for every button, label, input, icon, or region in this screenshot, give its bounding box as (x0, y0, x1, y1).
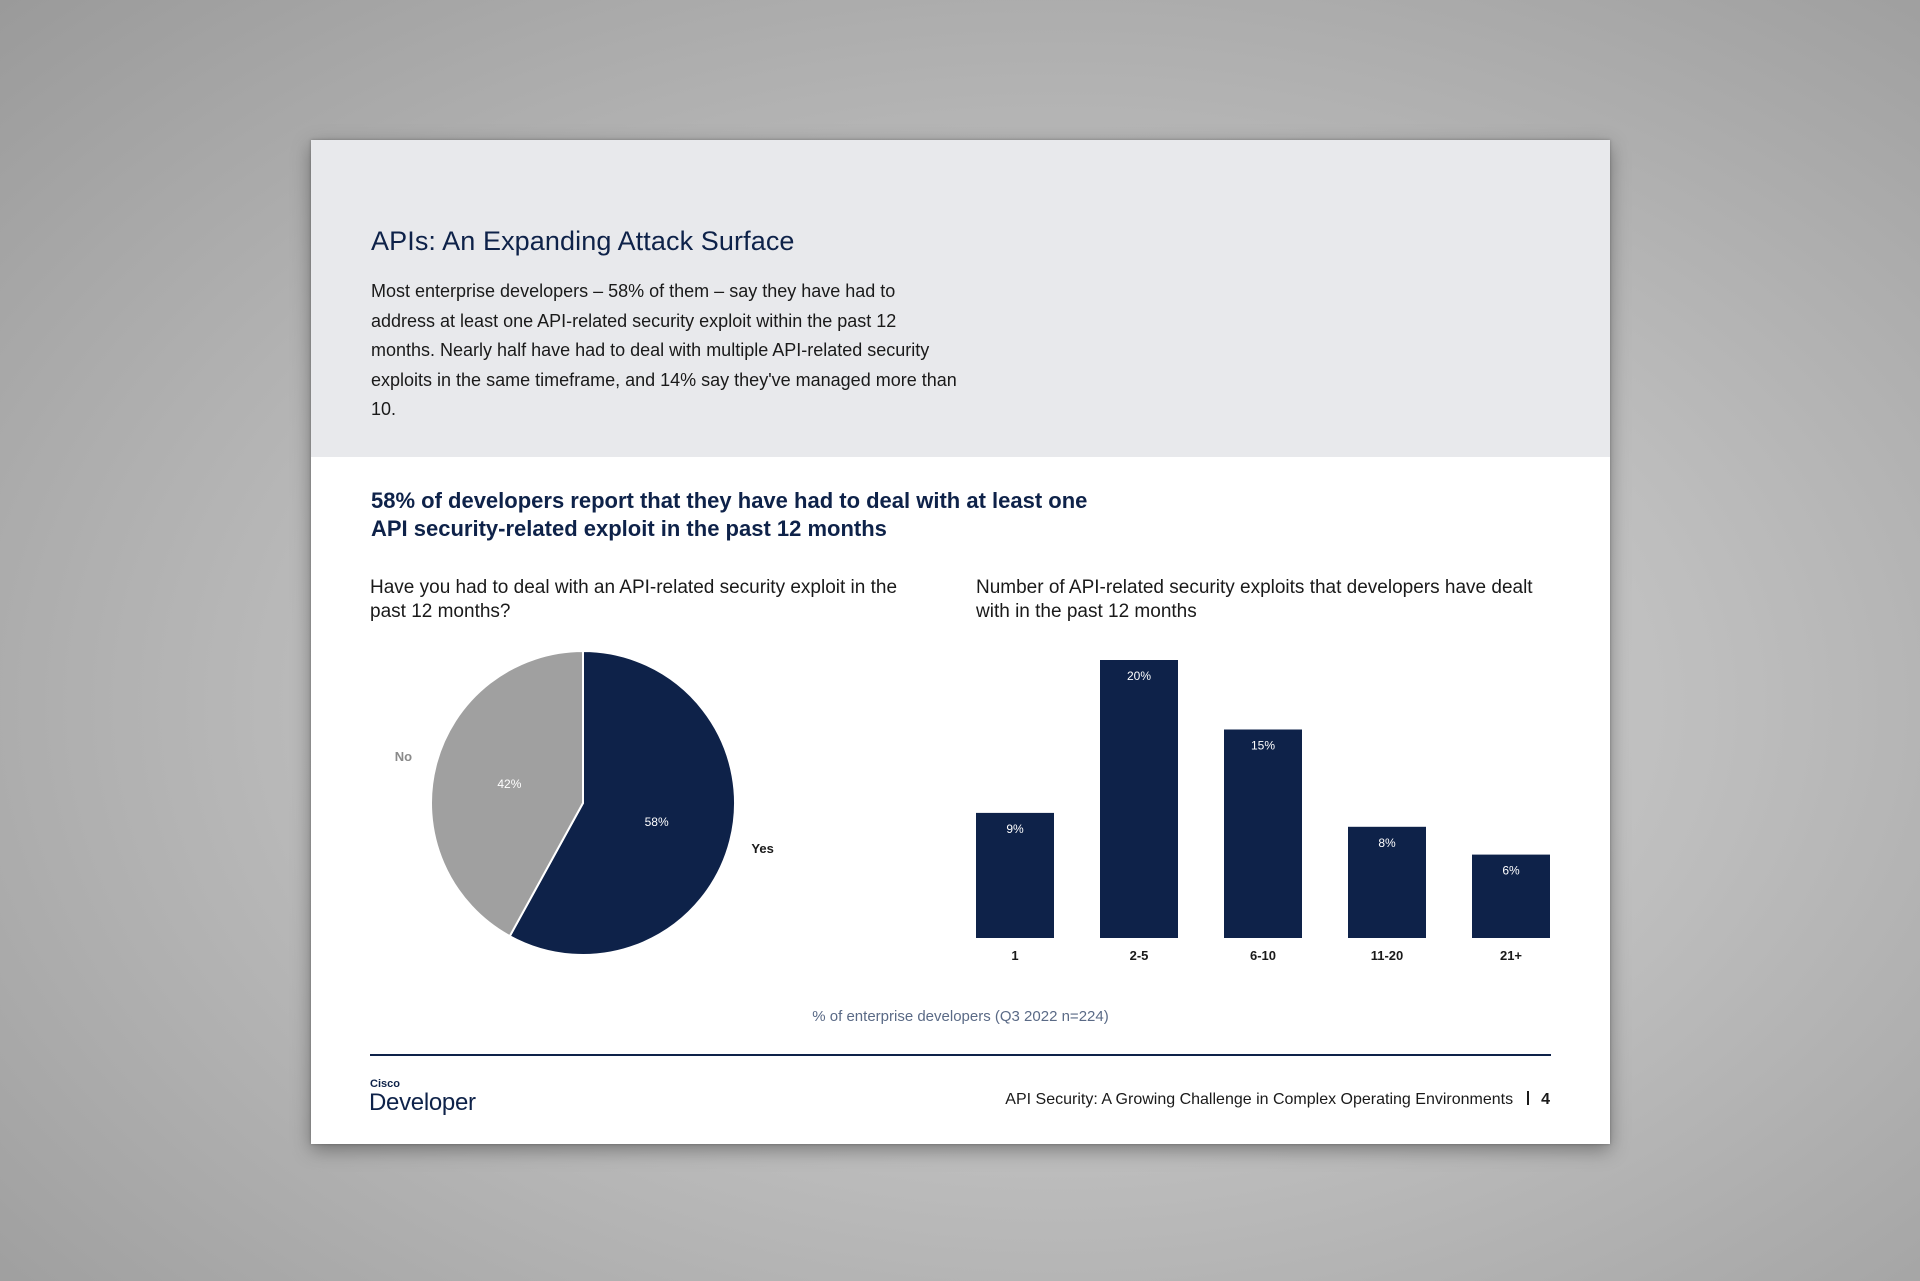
pie-chart-title: Have you had to deal with an API-related security exploit in the past 12 months? (370, 577, 898, 622)
logo-cisco-text: Cisco (370, 1078, 400, 1090)
key-finding-headline: 58% of developers report that they have had to deal with at least one API security-related exploit in the past 12 months (371, 488, 1088, 541)
pie-value-label-no: 42% (497, 777, 522, 792)
section-title: APIs: An Expanding Attack Surface (371, 226, 795, 256)
pie-value-label-yes: 58% (644, 814, 669, 829)
pie-category-label-no: No (394, 748, 413, 764)
footer-divider (370, 1054, 1551, 1056)
page-number: 4 (1541, 1091, 1550, 1108)
footer (1005, 1091, 1550, 1109)
bar-category-label: 21+ (1499, 948, 1523, 963)
footer-separator (1527, 1091, 1529, 1105)
bar-value-label: 8% (1378, 835, 1396, 850)
bar-chart-title: Number of API-related security exploits that developers have dealt with in the past 12 months (976, 577, 1533, 622)
bar-value-label: 20% (1126, 669, 1152, 683)
bar-value-label: 15% (1250, 738, 1276, 753)
intro-paragraph: Most enterprise developers – 58% of them – say they have had to address at least one API-related security exploit within the past 12 months. Nearly half have had to deal with multiple API-related security exploits in the same timeframe, and 14% say they've managed more than 10. (371, 281, 957, 419)
logo-developer-text: Developer (369, 1089, 476, 1116)
bar (1224, 730, 1302, 939)
bar-chart (976, 660, 1556, 990)
bar-category-label: 6-10 (1249, 948, 1277, 963)
pie-category-label-yes: Yes (751, 841, 774, 857)
source-note: % of enterprise developers (Q3 2022 n=224) (812, 1008, 1109, 1025)
bar (1100, 660, 1178, 938)
bar-value-label: 6% (1502, 863, 1520, 878)
header-band (311, 140, 1610, 457)
document-page (311, 140, 1610, 1144)
footer-doc-title: API Security: A Growing Challenge in Complex Operating Environments (1005, 1091, 1514, 1108)
bar-category-label: 1 (1011, 948, 1019, 963)
pie-chart (394, 650, 774, 980)
bar-value-label: 9% (1006, 821, 1024, 836)
bar-category-label: 11-20 (1370, 948, 1404, 963)
bar-category-label: 2-5 (1129, 948, 1149, 963)
